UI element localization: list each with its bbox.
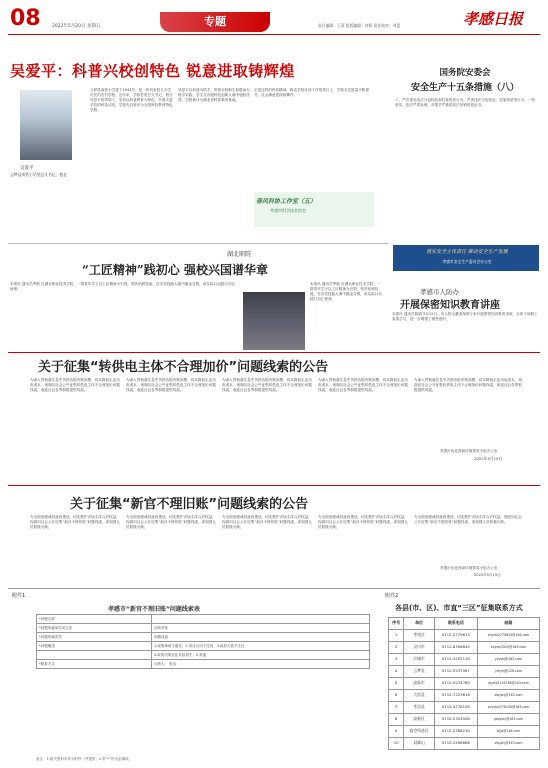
table-cell: 大悟县 xyxy=(404,690,435,702)
announcement2-col4: 为全面加强诚信政府建设，切实维护市场主体合法权益，现面向社会公开征集“新官不理旧账”问题线索，请知情人员积极反映。 xyxy=(318,515,408,529)
section-band: 专题 xyxy=(160,12,270,32)
form-row xyxy=(37,624,370,633)
table-cell: 0712-5234780 xyxy=(434,678,477,690)
header-rule xyxy=(8,34,540,35)
table-cell: 应城市 xyxy=(404,654,435,666)
form-field-value: 反映对象 xyxy=(152,624,370,633)
announcement2-signature: 孝感市优化营商环境领导小组办公室 xyxy=(440,566,498,570)
table-row xyxy=(389,642,540,654)
form-field-label xyxy=(37,651,152,660)
table-cell: 孝昌县 xyxy=(404,702,435,714)
safety-box-title1: 国务院安委会 xyxy=(439,68,491,78)
table-cell: 双峰山 xyxy=(404,738,435,750)
announcement2-col5: 为全面加强诚信政府建设，切实维护市场主体合法权益，现面向社会公开征集“新官不理旧账”问题线索，请知情人员积极反映。 xyxy=(414,515,522,524)
table-cell: 9 xyxy=(389,726,404,738)
form-field-label: *问题所属类型 xyxy=(37,633,152,642)
table-cell: dwyshj@163.com xyxy=(477,690,539,702)
table-row xyxy=(389,738,540,750)
table-cell: sfsyshj@163.com xyxy=(477,738,539,750)
form-row xyxy=(37,615,370,624)
section-divider xyxy=(8,243,388,244)
announcement1-col1: 为深入贯彻落实党中央国务院决策部署，切实降低企业用电成本，现面向社会公开征集转供电主体不合理加价问题线索，欢迎社会各界积极提供线索。 xyxy=(30,378,120,392)
table-row xyxy=(389,690,540,702)
table-cell: xnyshj2779613@126.com xyxy=(477,630,539,642)
table-cell: 0712-5237067 xyxy=(434,666,477,678)
table-cell: 0712-4778126 xyxy=(434,702,477,714)
table-cell: 0712-8396845 xyxy=(434,642,477,654)
announcement2-date: 2022年5月19日 xyxy=(474,573,501,577)
announcement1-signature: 孝感市优化营商环境领导小组办公室 xyxy=(440,449,498,453)
form-field-label: *问题名称 xyxy=(37,615,152,624)
form-field-value: 4.政府决策变化导致损失；5.其他 xyxy=(152,651,370,660)
article1-col2: 吴爱平以科普为抓手，带领全校师生积极参与科学实践，学生在各级科技创新大赛中屡获佳绩，学校被评为湖北省科普教育基地。 xyxy=(178,88,250,102)
table-cell: 0712-2788210 xyxy=(434,726,477,738)
issue-date: 2022年5月20日 星期五 xyxy=(52,24,101,29)
announcement1-col2: 为深入贯彻落实党中央国务院决策部署，切实降低企业用电成本，现面向社会公开征集转供电主体不合理加价问题线索，欢迎社会各界积极提供线索。 xyxy=(126,378,216,392)
table-cell: 汉川市 xyxy=(404,642,435,654)
table-row xyxy=(389,678,540,690)
form-row xyxy=(37,660,370,669)
table-cell: 7 xyxy=(389,702,404,714)
portrait-photo xyxy=(20,90,72,160)
form-field-value: 问题线索 xyxy=(152,633,370,642)
form-field-value xyxy=(152,615,370,624)
table-cell: hcyshj2020@163.com xyxy=(477,642,539,654)
kexie-column-title: 春风科协工作室（五） xyxy=(256,198,317,205)
article2-body-right: 本报讯 通讯员罗帆 在湖北职业技术学院，一群青年学子以工匠精神为引领，刻苦钻研技能，在各类技能大赛中摘金夺银，用实际行动践行初心使命。 xyxy=(310,282,382,301)
announcement-rule xyxy=(8,352,540,353)
table-cell: 10 xyxy=(389,738,404,750)
attachment1-form-title: 孝感市“新官不理旧账”问题线索表 xyxy=(108,606,200,613)
table-cell: 0712-2324008 xyxy=(434,714,477,726)
table-cell: 安陆市 xyxy=(404,678,435,690)
form-field-value: 反映人： 电话： xyxy=(152,660,370,669)
table-row xyxy=(389,726,540,738)
announcement1-col4: 为深入贯彻落实党中央国务院决策部署，切实降低企业用电成本，现面向社会公开征集转供电主体不合理加价问题线索，欢迎社会各界积极提供线索。 xyxy=(318,378,408,392)
photo-caption-name: 吴爱平 xyxy=(20,166,34,171)
attachment1-form xyxy=(36,614,370,669)
table-cell: 孝南区 xyxy=(404,630,435,642)
safety-box-title2: 安全生产十五条措施（八） xyxy=(410,83,519,93)
table-cell: gxqyshj@163.com xyxy=(477,714,539,726)
announcement2-col2: 为全面加强诚信政府建设，切实维护市场主体合法权益，现面向社会公开征集“新官不理旧账”问题线索，请知情人员积极反映。 xyxy=(126,515,216,529)
table-row xyxy=(389,630,540,642)
form-field-label: *联系方式 xyxy=(37,660,152,669)
form-field-value: 1.政策承诺不落实；2.项目合同不兑现；3.政府欠款不支付 xyxy=(152,642,370,651)
safety-banner-slogan: 落实安全主体责任 推动安全生产发展 xyxy=(426,249,508,255)
table-cell: 3 xyxy=(389,654,404,666)
table-cell: xcyshj4778126@163.com xyxy=(477,702,539,714)
announcement1-col5: 为深入贯彻落实党中央国务院决策部署，切实降低企业用电成本，现面向社会公开征集转供电主体不合理加价问题线索，欢迎社会各界积极提供线索。 xyxy=(414,378,522,392)
table-cell: 0712-3202118 xyxy=(434,654,477,666)
attachment2-table-title: 各县(市、区)、市直“三区”征集联系方式 xyxy=(395,604,523,612)
announcement2-col3: 为全面加强诚信政府建设，切实维护市场主体合法权益，现面向社会公开征集“新官不理旧账”问题线索，请知情人员积极反映。 xyxy=(222,515,312,529)
article2-photo xyxy=(243,292,305,350)
announcement-rule-2 xyxy=(8,485,540,486)
article3-body: 本报讯 通讯员陈娟 5月12日，市人防办邀请保密专家开展保密知识教育讲座，全体干部职工参加学习，进一步增强了保密意识。 xyxy=(392,312,538,321)
announcement2-title: 关于征集“新官不理旧账”问题线索的公告 xyxy=(70,497,309,512)
table-cell: 0712-2496666 xyxy=(434,738,477,750)
table-header-cell: 联系电话 xyxy=(434,618,477,630)
table-row xyxy=(389,714,540,726)
table-header-cell: 单位 xyxy=(404,618,435,630)
announcement1-title: 关于征集“转供电主体不合理加价”问题线索的公告 xyxy=(38,360,329,375)
attachment1-label: 附件1 xyxy=(12,593,26,599)
article2-body: 本报讯 通讯员罗帆 在湖北职业技术学院，一群青年学子以工匠精神为引领，刻苦钻研技能，在各类技能大赛中摘金夺银，用实际行动践行初心使命。 xyxy=(10,282,236,291)
form-row xyxy=(37,642,370,651)
table-cell: 高新区 xyxy=(404,714,435,726)
article1-headline: 吴爱平：科普兴校创特色 锐意进取铸辉煌 xyxy=(10,62,295,80)
article2-headline: “工匠精神”践初心 强校兴国谱华章 xyxy=(82,263,268,277)
article3-headline: 开展保密知识教育讲座 xyxy=(400,300,500,311)
table-header-cell: 序号 xyxy=(389,618,404,630)
newspaper-logo: 孝感日报 xyxy=(463,10,524,28)
table-cell: alyshj5234780@163.com xyxy=(477,678,539,690)
form-field-label: *问题概述 xyxy=(37,642,152,651)
table-cell: 4 xyxy=(389,666,404,678)
table-header-cell: 邮箱 xyxy=(477,618,539,630)
table-row xyxy=(389,666,540,678)
article1-col3: 正是这样的科普精神，推动学校各项工作蒸蒸日上，学校办学质量不断提升，社会满意度持续攀升。 xyxy=(254,88,369,97)
table-cell: 6 xyxy=(389,690,404,702)
table-cell: 0712-2779613 xyxy=(434,630,477,642)
editors-line: 责任编辑：王莱 组版编辑：何阳 责任校对：刘蕾 xyxy=(318,23,401,28)
photo-caption-sub: 云梦县南管小学党总支书记、校长 xyxy=(10,172,67,177)
form-row xyxy=(37,651,370,660)
attachment1-footnote: 备注：1.相关资料可作为附件一并提供；2.带“*”的为必填项。 xyxy=(36,757,133,761)
table-cell: 云梦县 xyxy=(404,666,435,678)
table-row xyxy=(389,654,540,666)
table-cell: 1 xyxy=(389,630,404,642)
page-number: 08 xyxy=(10,6,41,31)
form-field-label: *问题所属单位或主体 xyxy=(37,624,152,633)
table-cell: lkjjq@126.com xyxy=(477,726,539,738)
table-cell: ymyhj@126.com xyxy=(477,666,539,678)
article2-kicker: 湖北职院 xyxy=(227,251,252,258)
table-cell: 5 xyxy=(389,678,404,690)
table-cell: 8 xyxy=(389,714,404,726)
article3-kicker: 孝感市人防办 xyxy=(420,288,459,296)
form-row xyxy=(37,633,370,642)
announcement2-col1: 为全面加强诚信政府建设，切实维护市场主体合法权益，现面向社会公开征集“新官不理旧账”问题线索，请知情人员积极反映。 xyxy=(30,515,120,529)
safety-banner-sub: 孝感市安全生产委员会办公室 xyxy=(442,259,492,264)
article1-col1: 云梦县南管小学建于1942年，是一所具有悠久办学历史的农村学校。近年来，学校在党总支书记、校长吴爱平的带领下，坚持以科普教育为特色，开展丰富多彩的科技活动，学校先后被评为全国科技教育特色学校。 xyxy=(90,88,173,112)
table-cell: 临空经济区 xyxy=(404,726,435,738)
attachment-rule xyxy=(8,588,540,589)
attachment2-label: 附件2 xyxy=(385,593,399,599)
announcement1-col3: 为深入贯彻落实党中央国务院决策部署，切实降低企业用电成本，现面向社会公开征集转供电主体不合理加价问题线索，欢迎社会各界积极提供线索。 xyxy=(222,378,312,392)
table-cell: ycyshj@163.com xyxy=(477,654,539,666)
table-cell: 2 xyxy=(389,642,404,654)
kexie-column-sub: 孝感市科学技术协会 xyxy=(270,208,306,213)
safety-box-body: 八、严厉查处违法分包转包和挂靠资质行为。严查违法分包转包、挂靠资质等行为，一经查实，依法严肃处理，对情节严重的依法吊销资质证书。 xyxy=(395,98,536,107)
table-row xyxy=(389,702,540,714)
announcement1-date: 2022年5月19日 xyxy=(474,456,503,461)
contact-table xyxy=(388,617,540,750)
table-cell: 0712-7223616 xyxy=(434,690,477,702)
